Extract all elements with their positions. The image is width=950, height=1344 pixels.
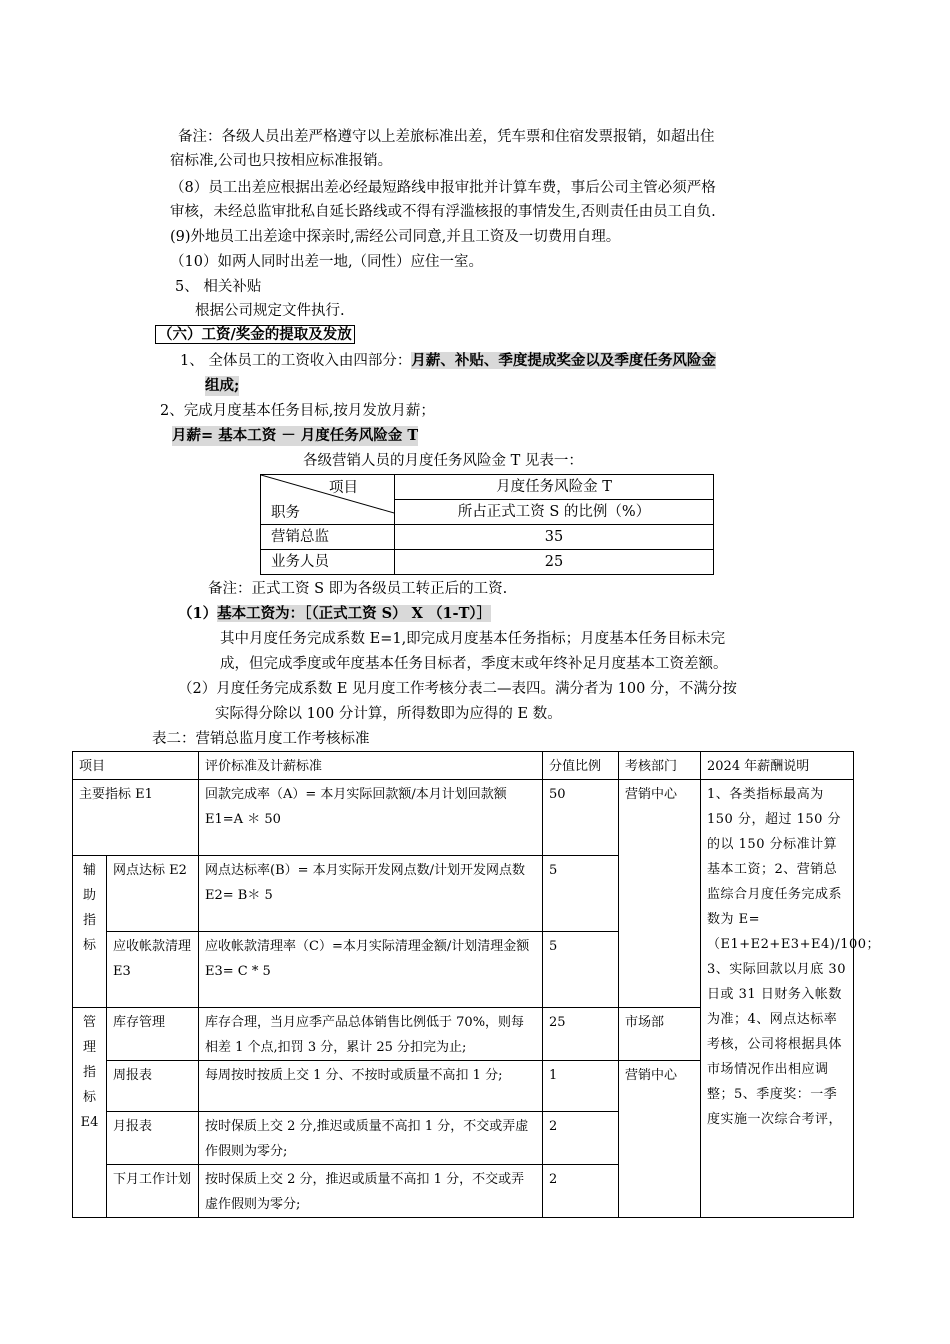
- criteria-text: 应收帐款清理率（C）=本月实际清理金额/计划清理金额: [205, 939, 530, 954]
- table1-caption: 各级营销人员的月度任务风险金 T 见表一：: [303, 453, 583, 469]
- mgmt-criteria: 按时保质上交 2 分,推迟或质量不高扣 1 分，不交或弄虚作假则为零分;: [199, 1112, 543, 1165]
- director-assessment-table: [72, 751, 881, 1218]
- header-dept: 考核部门: [619, 752, 701, 780]
- mgmt-score: 1: [543, 1061, 619, 1112]
- mgmt-score: 2: [543, 1165, 619, 1218]
- role-cell: 营销总监: [261, 525, 395, 550]
- mgmt-label: 月报表: [107, 1112, 199, 1165]
- item-9: (9)外地员工出差途中探亲时,需经公司同意,并且工资及一切费用自理。: [170, 229, 621, 245]
- criteria-formula: E2= B＊ 5: [205, 888, 273, 903]
- section-6-heading: [155, 325, 355, 345]
- mgmt-dept: 营销中心: [619, 1061, 701, 1218]
- paragraph-2: 2、完成月度基本任务目标,按月发放月薪；: [160, 403, 435, 419]
- mgmt-label: 周报表: [107, 1061, 199, 1112]
- criteria-text: 回款完成率（A）= 本月实际回款额/本月计划回款额: [205, 787, 507, 802]
- basic-salary-index: （1）: [178, 605, 218, 622]
- paragraph-1-tail: 组成;: [205, 377, 240, 394]
- mgmt-label: 下月工作计划: [107, 1165, 199, 1218]
- role-cell: 业务人员: [261, 550, 395, 575]
- mgmt-criteria: 每周按时按质上交 1 分、不按时或质量不高扣 1 分;: [199, 1061, 543, 1112]
- criteria-text: 网点达标率(B）= 本月实际开发网点数/计划开发网点数: [205, 863, 526, 878]
- aux-label: 网点达标 E2: [107, 856, 199, 932]
- header-notes: 2024 年薪酬说明: [701, 752, 854, 780]
- basic-salary-formula: [178, 604, 491, 624]
- diagonal-header-cell: [261, 475, 395, 525]
- aux-label: 应收帐款清理 E3: [107, 932, 199, 1008]
- basic-salary-text: 基本工资为：［（正式工资 S） X （1-T）］: [217, 605, 492, 622]
- mgmt-dept: 市场部: [619, 1008, 701, 1061]
- header-role: 职务: [271, 505, 300, 521]
- value-cell: 35: [395, 525, 714, 550]
- paragraph-1: [180, 351, 716, 371]
- salary-notes: 1、各类指标最高为 150 分，超过 150 分的以 150 分标准计算基本工资；2、营销总监综合月度任务完成系数为 E= （E1+E2+E3+E4)/100；3、实际回款以月底 30 日或 31 日财务入帐数为准；4、网点达标率考核，公司将根据具体市场情况作出相应调整；5、季度奖：一季度实施一次综合考评，: [701, 780, 854, 1218]
- criteria-formula: E1=A ＊ 50: [205, 812, 281, 827]
- item-8-line-1: （8）员工出差应根据出差必经最短路线申报审批并计算车费，事后公司主管必须严格: [170, 180, 716, 196]
- mgmt-label: 库存管理: [107, 1008, 199, 1061]
- mgmt-criteria: 按时保质上交 2 分，推迟或质量不高扣 1 分，不交或弄虚作假则为零分;: [199, 1165, 543, 1218]
- coefficient-line-2: 成，但完成季度或年度基本任务目标者，季度末或年终补足月度基本工资差额。: [220, 656, 728, 672]
- note-line-1: 备注：各级人员出差严格遵守以上差旅标准出差，凭车票和住宿发票报销，如超出住: [178, 129, 715, 145]
- item-10: （10）如两人同时出差一地,（同性）应住一室。: [170, 254, 484, 270]
- aux-indicator-group: 辅助指标: [73, 856, 107, 1008]
- item-8-line-2: 审核，未经总监审批私自延长路线或不得有浮滥核报的事情发生,否则责任由员工自负.: [170, 204, 716, 220]
- mgmt-score: 2: [543, 1112, 619, 1165]
- coefficient-line-3: （2）月度任务完成系数 E 见月度工作考核分表二—表四。满分者为 100 分，不满分按: [178, 681, 737, 697]
- header-item: 项目: [73, 752, 199, 780]
- mgmt-criteria: 库存合理，当月应季产品总体销售比例低于 70%，则每相差 1 个点,扣罚 3 分，累计 25 分扣完为止;: [199, 1008, 543, 1061]
- item-5-heading: 5、 相关补贴: [175, 279, 262, 295]
- aux-criteria: [199, 856, 543, 932]
- risk-fund-table: [260, 474, 714, 575]
- aux-criteria: [199, 932, 543, 1008]
- aux-score: 5: [543, 856, 619, 932]
- value-cell: 25: [395, 550, 714, 575]
- section-6-label: （六）工资/奖金的提取及发放: [155, 325, 355, 344]
- aux-score: 5: [543, 932, 619, 1008]
- header-column: 月度任务风险金 T: [395, 475, 714, 500]
- coefficient-line-1: 其中月度任务完成系数 E=1,即完成月度基本任务指标；月度基本任务目标未完: [220, 631, 726, 647]
- salary-formula: 月薪= 基本工资 － 月度任务风险金 T: [172, 427, 419, 444]
- main-indicator-criteria: [199, 780, 543, 856]
- header-criteria: 评价标准及计薪标准: [199, 752, 543, 780]
- mgmt-score: 25: [543, 1008, 619, 1061]
- header-item: 项目: [329, 480, 358, 496]
- main-indicator-score: 50: [543, 780, 619, 856]
- mgmt-indicator-group: 管理指标 E4: [73, 1008, 107, 1218]
- table2-caption: 表二：营销总监月度工作考核标准: [152, 731, 370, 747]
- note-salary-s: 备注：正式工资 S 即为各级员工转正后的工资.: [208, 581, 508, 597]
- main-indicator-dept: 营销中心: [619, 780, 701, 1008]
- coefficient-line-4: 实际得分除以 100 分计算，所得数即为应得的 E 数。: [215, 706, 562, 722]
- main-indicator-label: 主要指标 E1: [73, 780, 199, 856]
- header-subcolumn: 所占正式工资 S 的比例（%）: [395, 500, 714, 525]
- criteria-formula: E3= C * 5: [205, 964, 271, 979]
- paragraph-1-lead: 1、 全体员工的工资收入由四部分：: [180, 353, 412, 369]
- note-line-2: 宿标准,公司也只按相应标准报销。: [170, 153, 393, 169]
- header-score: 分值比例: [543, 752, 619, 780]
- paragraph-1-highlight: 月薪、补贴、季度提成奖金以及季度任务风险金: [411, 352, 716, 369]
- item-5-text: 根据公司规定文件执行.: [195, 303, 345, 319]
